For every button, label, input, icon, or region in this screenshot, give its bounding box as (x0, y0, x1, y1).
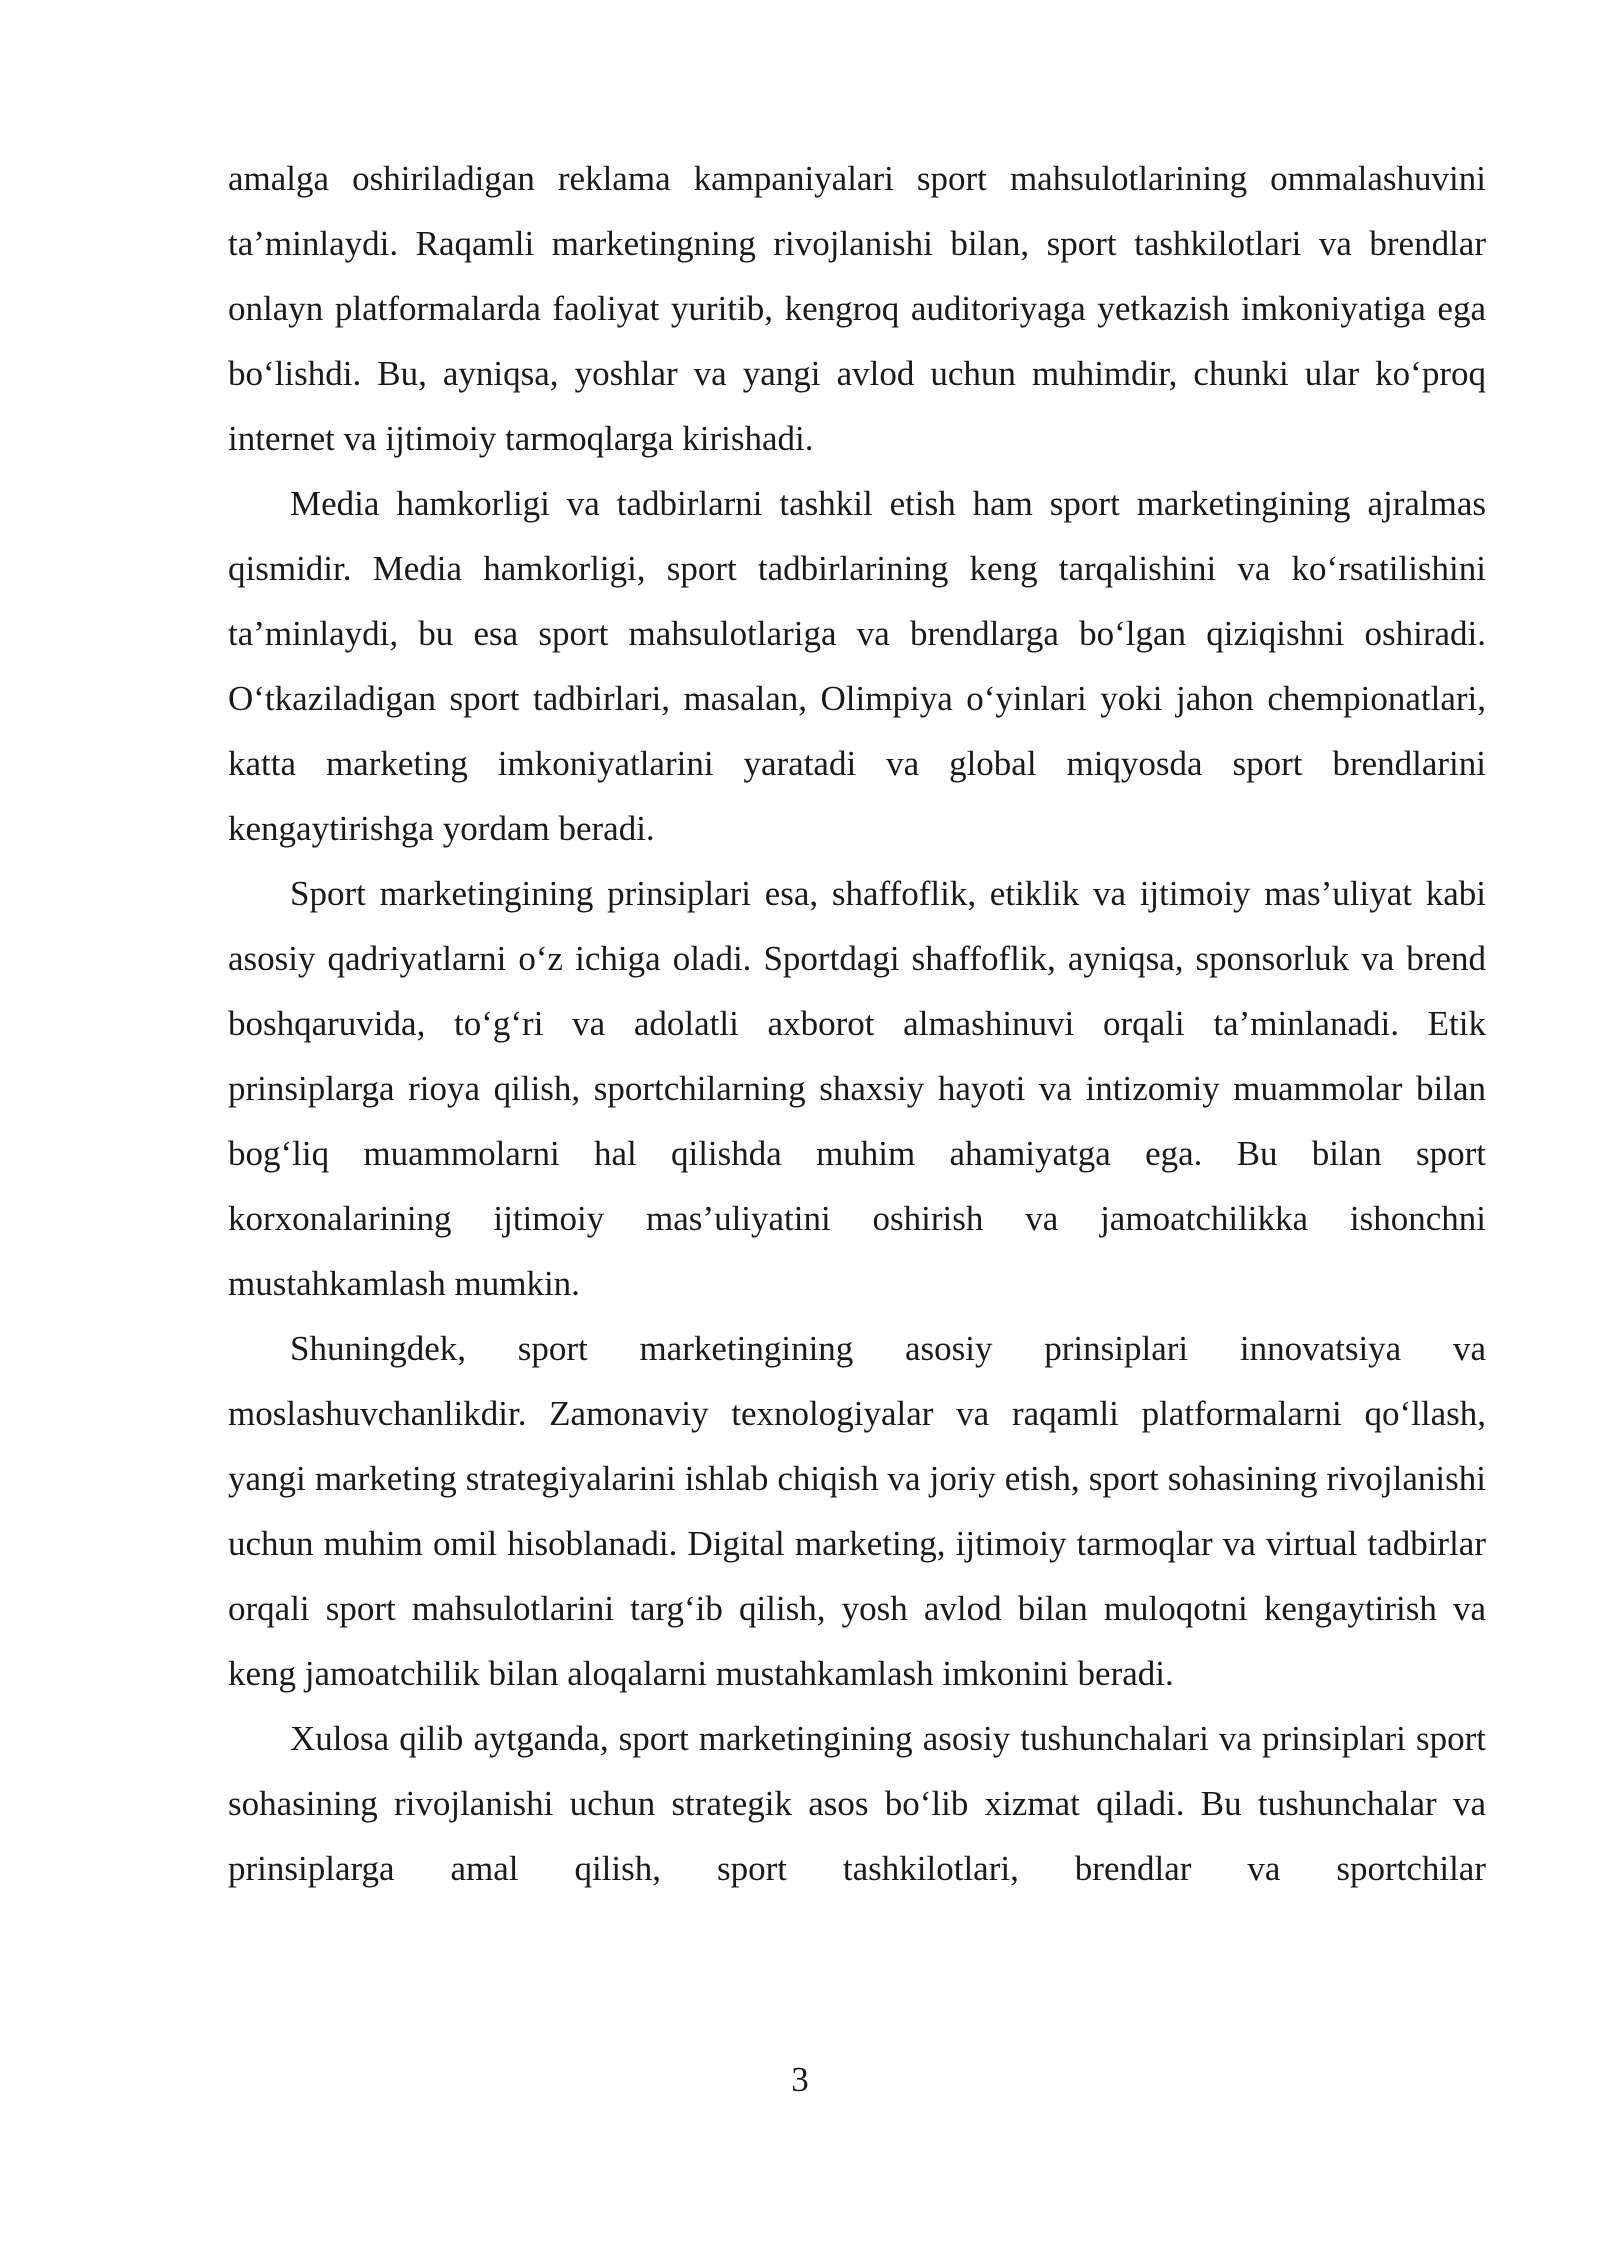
paragraph-innovation: Shuningdek, sport marketingining asosiy prinsiplari innovatsiya va moslashuvchanlikdir. Zamonaviy texnologiyalar va raqamli platformalarni qo‘llash, yangi marketing strategiyalarini ishlab chiqish va joriy etish, sport sohasining rivojlanishi uchun muhim omil hisoblanadi. Digital marketing, ijtimoiy tarmoqlar va virtual tadbirlar orqali sport mahsulotlarini targ‘ib qilish, yosh avlod bilan muloqotni kengaytirish va keng jamoatchilik bilan aloqalarni mustahkamlash imkonini beradi. (228, 1329, 1486, 1693)
paragraph-conclusion: Xulosa qilib aytganda, sport marketingining asosiy tushunchalari va prinsiplari sport sohasining rivojlanishi uchun strategik asos bo‘lib xizmat qiladi. Bu tushunchalar va prinsiplarga amal qilish, sport tashkilotlari, brendlar va sportchilar (228, 1719, 1486, 1888)
paragraph-media-partnership: Media hamkorligi va tadbirlarni tashkil etish ham sport marketingining ajralmas qismidir. Media hamkorligi, sport tadbirlarining keng tarqalishini va ko‘rsatilishini ta’minlaydi, bu esa sport mahsulotlariga va brendlarga bo‘lgan qiziqishni oshiradi. O‘tkaziladigan sport tadbirlari, masalan, Olimpiya o‘yinlari yoki jahon chempionatlari, katta marketing imkoniyatlarini yaratadi va global miqyosda sport brendlarini kengaytirishga yordam beradi. (228, 484, 1486, 848)
paragraph-principles: Sport marketingining prinsiplari esa, shaffoflik, etiklik va ijtimoiy mas’uliyat kabi asosiy qadriyatlarni o‘z ichiga oladi. Sportdagi shaffoflik, ayniqsa, sponsorluk va brend boshqaruvida, to‘g‘ri va adolatli axborot almashinuvi orqali ta’minlanadi. Etik prinsiplarga rioya qilish, sportchilarning shaxsiy hayoti va intizomiy muammolar bilan bog‘liq muammolarni hal qilishda muhim ahamiyatga ega. Bu bilan sport korxonalarining ijtimoiy mas’uliyatini oshirish va jamoatchilikka ishonchni mustahkamlash mumkin. (228, 874, 1486, 1303)
page-number: 3 (791, 2060, 809, 2099)
paragraph-continuation: amalga oshiriladigan reklama kampaniyalari sport mahsulotlarining ommalashuvini ta’minlaydi. Raqamli marketingning rivojlanishi bilan, sport tashkilotlari va brendlar onlayn platformalarda faoliyat yuritib, kengroq auditoriyaga yetkazish imkoniyatiga ega bo‘lishdi. Bu, ayniqsa, yoshlar va yangi avlod uchun muhimdir, chunki ular ko‘proq internet va ijtimoiy tarmoqlarga kirishadi. (228, 159, 1486, 458)
body-text (228, 146, 1486, 1901)
